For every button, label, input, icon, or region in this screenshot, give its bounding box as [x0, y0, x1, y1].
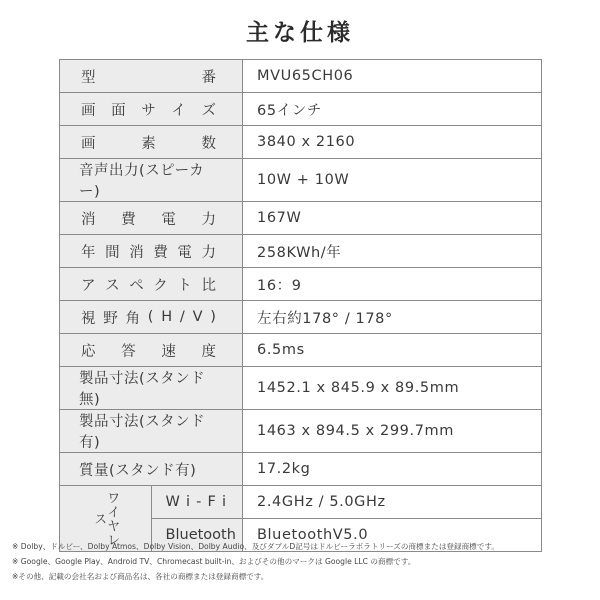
spec-label-text: 画 面 サ イ ズ	[81, 102, 216, 119]
spec-value: MVU65CH06	[243, 60, 542, 93]
spec-row	[60, 334, 542, 367]
spec-row-wireless	[60, 486, 542, 519]
spec-label	[60, 202, 243, 235]
spec-label	[60, 268, 243, 301]
spec-value: 10W + 10W	[243, 159, 542, 202]
spec-value: 6.5ms	[243, 334, 542, 367]
spec-label-text: W i - F i	[165, 494, 226, 510]
spec-label	[60, 60, 243, 93]
spec-label	[60, 410, 243, 453]
spec-value: 65インチ	[243, 93, 542, 126]
wireless-group-text: ワイヤレス	[91, 490, 120, 547]
spec-row	[60, 159, 542, 202]
spec-value: 258KWh/年	[243, 235, 542, 268]
spec-value: 17.2kg	[243, 453, 542, 486]
footnote: ※その他、記載の会社名および商品名は、各社の商標または登録商標です。	[12, 572, 269, 581]
spec-label	[60, 453, 243, 486]
spec-label	[151, 486, 243, 519]
spec-value: 16：9	[243, 268, 542, 301]
spec-label-text: 応 答 速 度	[81, 343, 216, 360]
spec-label	[60, 126, 243, 159]
spec-row	[60, 367, 542, 410]
spec-value: 167W	[243, 202, 542, 235]
spec-label-text: 消 費 電 力	[81, 211, 216, 228]
spec-value: 3840 x 2160	[243, 126, 542, 159]
spec-label	[60, 159, 243, 202]
spec-row	[60, 93, 542, 126]
spec-label	[60, 93, 243, 126]
spec-value: 左右約178° / 178°	[243, 301, 542, 334]
spec-label	[60, 235, 243, 268]
spec-row	[60, 453, 542, 486]
spec-label-text: B l u e t o o t h	[165, 527, 236, 543]
spec-row	[60, 202, 542, 235]
spec-row	[60, 235, 542, 268]
spec-label-text: 型 番	[81, 69, 216, 86]
spec-label-text: 画 素 数	[81, 135, 216, 152]
spec-label-text: 質量(スタンド有)	[79, 462, 197, 479]
spec-label-text: ア ス ペ ク ト 比	[81, 277, 216, 294]
spec-label-text: 製品寸法(スタンド有)	[79, 414, 206, 451]
spec-label-text: 視 野 角 ( H / V )	[81, 309, 216, 327]
spec-value: 1463 x 894.5 x 299.7mm	[243, 410, 542, 453]
footnote: ※ Dolby、ドルビー、Dolby Atmos、Dolby Vision、Dolby Audio、及びダブルD記号はドルビーラボラトリーズの商標または登録商標です。	[12, 542, 499, 551]
spec-row	[60, 410, 542, 453]
spec-value: 1452.1 x 845.9 x 89.5mm	[243, 367, 542, 410]
spec-label	[60, 334, 243, 367]
spec-row	[60, 301, 542, 334]
spec-row	[60, 126, 542, 159]
spec-table	[59, 59, 542, 552]
footnote: ※ Google、Google Play、Android TV、Chromecast built-in、およびその他のマークは Google LLC の商標です。	[12, 557, 416, 566]
spec-label-text: 音声出力(スピーカー)	[79, 163, 205, 200]
spec-label-text: 製品寸法(スタンド無)	[79, 371, 206, 408]
spec-label	[60, 367, 243, 410]
footnotes	[12, 539, 596, 584]
spec-row	[60, 268, 542, 301]
spec-row	[60, 60, 542, 93]
spec-value: BluetoothV5.0	[243, 519, 542, 552]
spec-value: 2.4GHz / 5.0GHz	[243, 486, 542, 519]
spec-label-text: 年 間 消 費 電 力	[81, 244, 216, 261]
page-title: 主な仕様	[246, 19, 354, 46]
spec-table-body	[60, 60, 542, 552]
spec-label	[60, 301, 243, 334]
